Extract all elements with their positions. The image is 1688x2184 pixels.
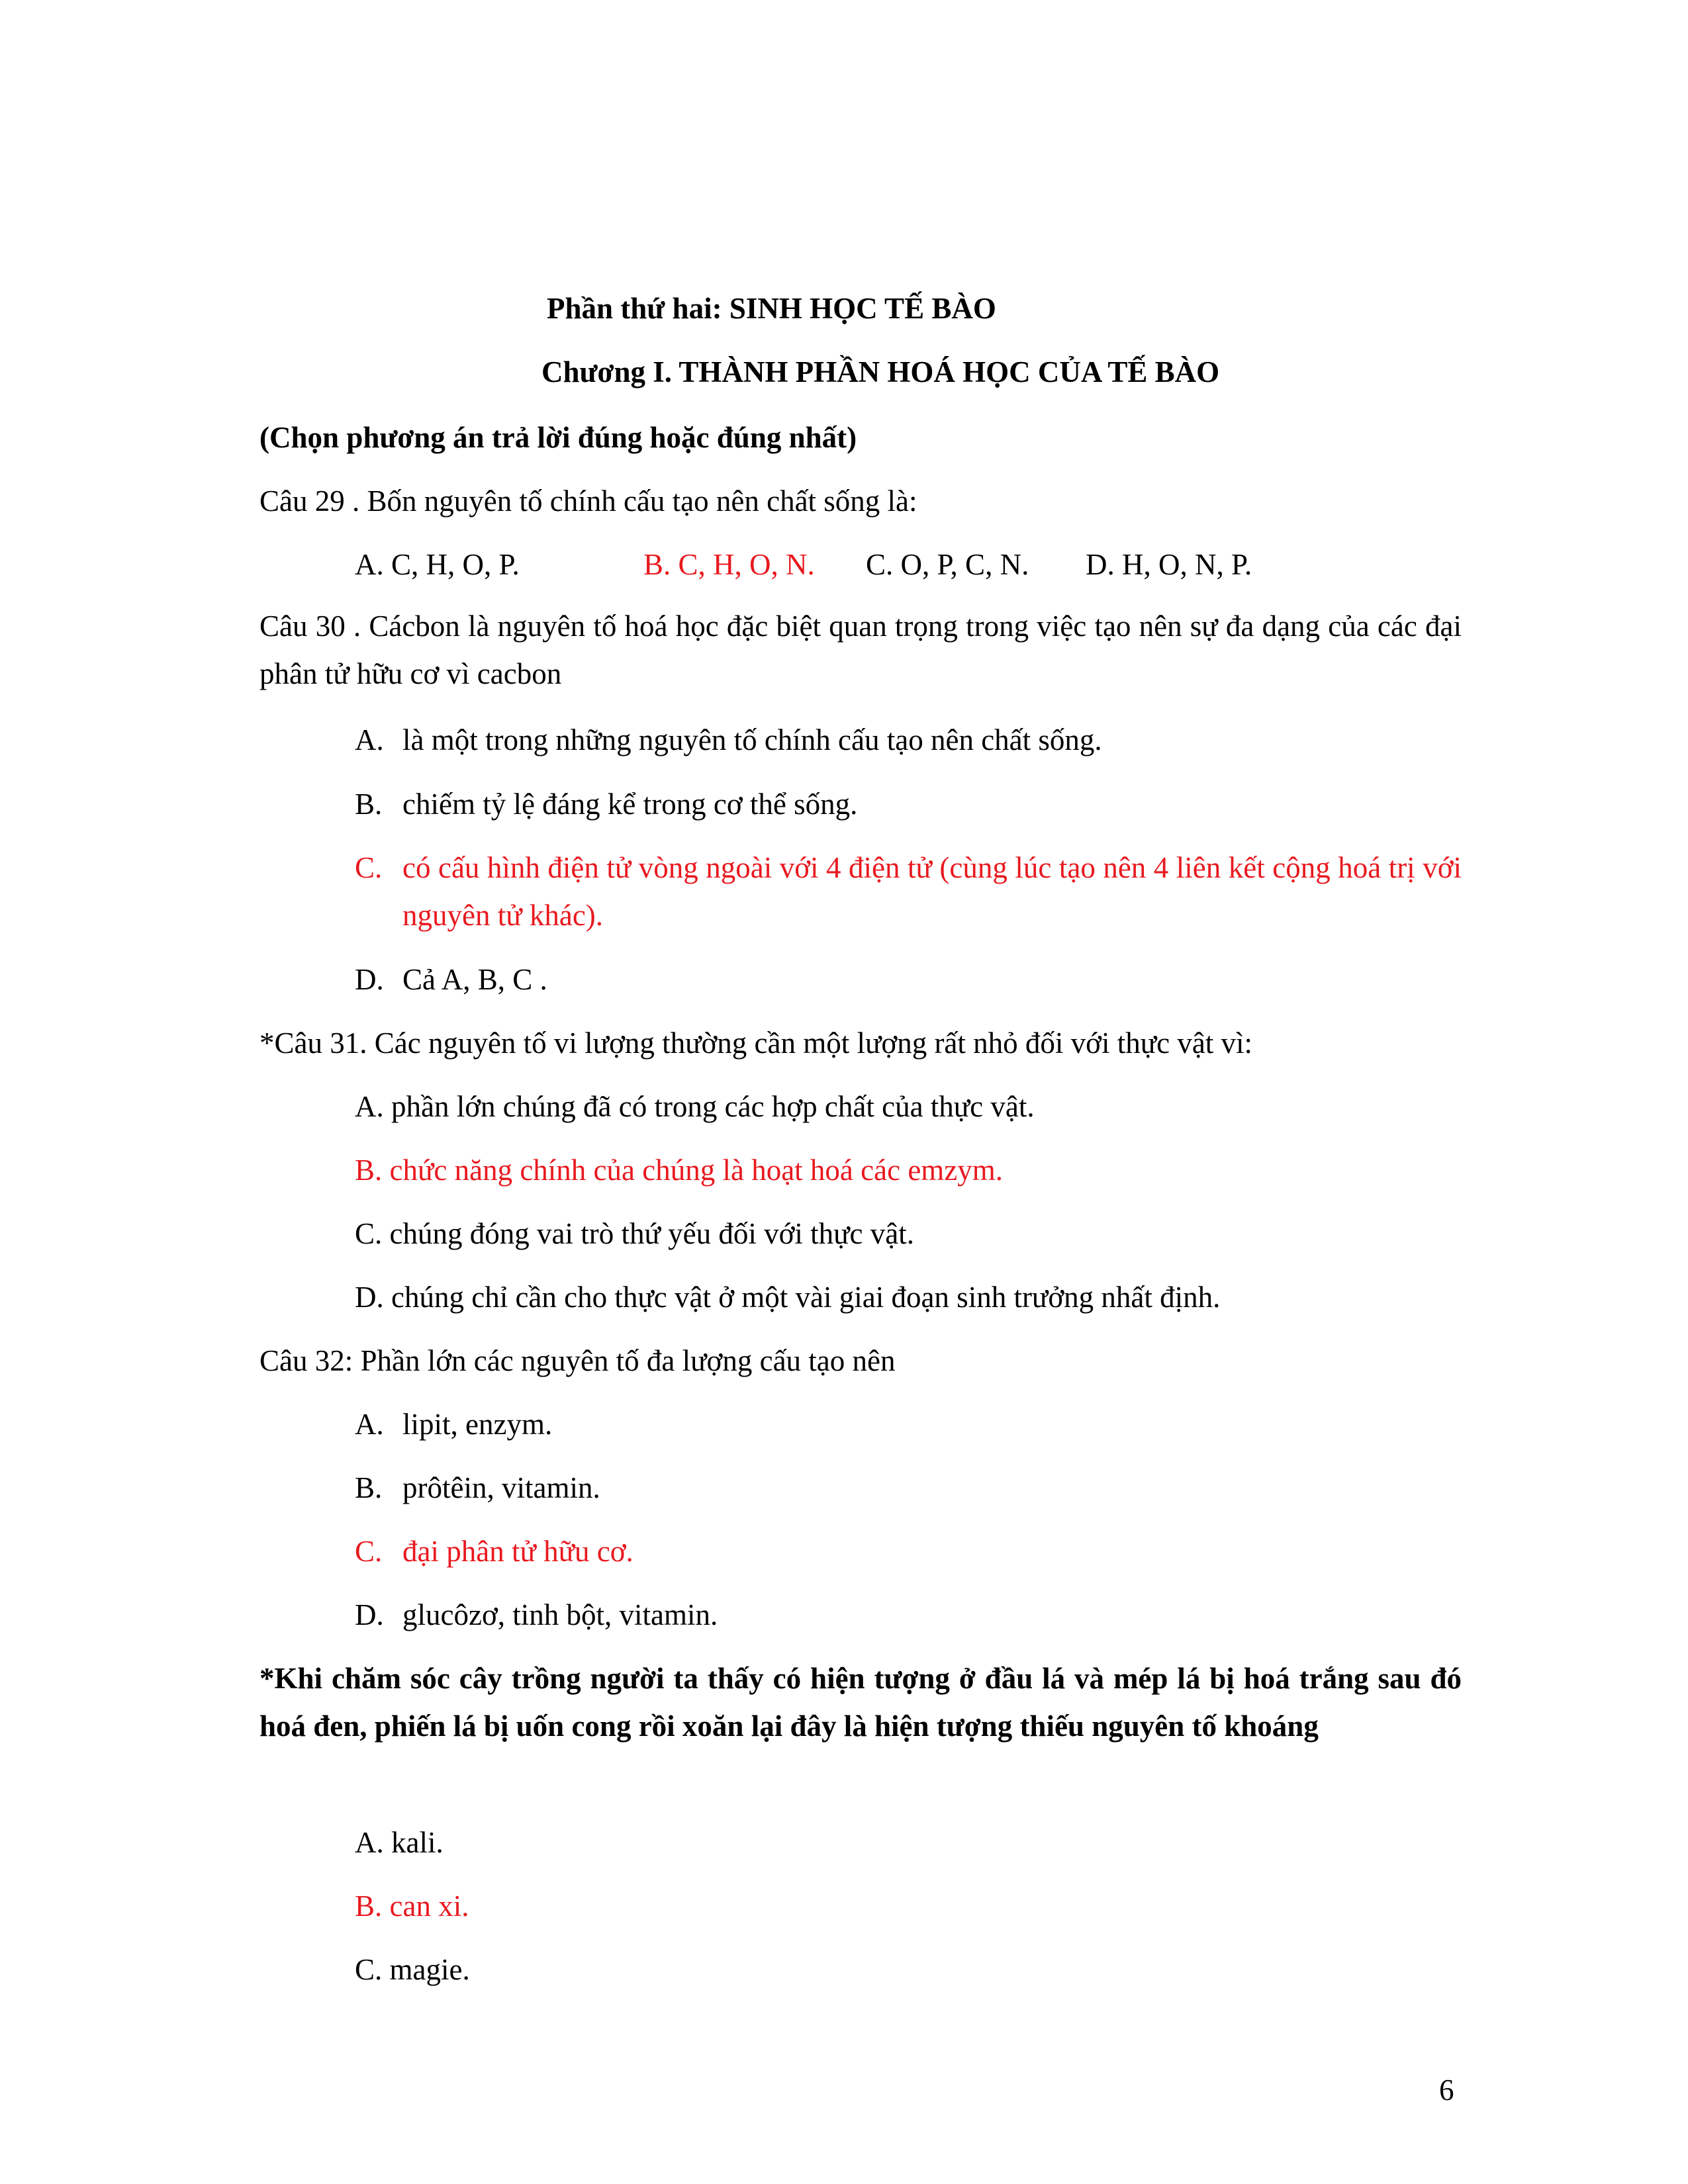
instruction: (Chọn phương án trả lời đúng hoặc đúng nhất) [259,421,857,454]
q29-option-a: A. C, H, O, P. [355,548,520,581]
part-title: Phần thứ hai: SINH HỌC TẾ BÀO [547,292,996,325]
q30-option-c-letter-answer: C. [355,851,383,884]
page-number: 6 [1439,2073,1454,2107]
chapter-title: Chương I. THÀNH PHẦN HOÁ HỌC CỦA TẾ BÀO [541,355,1220,388]
q31-option-a: A. phần lớn chúng đã có trong các hợp chất của thực vật. [355,1090,1035,1123]
q32-option-c-text-answer: đại phân tử hữu cơ. [402,1535,633,1568]
q33-option-b-answer: B. can xi. [355,1889,469,1923]
q32-option-d-text: glucôzơ, tinh bột, vitamin. [402,1598,718,1631]
q32-option-d-letter: D. [355,1598,384,1631]
q33-option-a: A. kali. [355,1826,444,1859]
question-32: Câu 32: Phần lớn các nguyên tố đa lượng cấu tạo nên [259,1344,896,1377]
q31-option-c: C. chúng đóng vai trò thứ yếu đối với thực vật. [355,1217,914,1250]
q30-option-d-letter: D. [355,963,384,996]
question-29: Câu 29 . Bốn nguyên tố chính cấu tạo nên chất sống là: [259,484,917,518]
q32-option-c-letter-answer: C. [355,1535,383,1568]
q30-option-a-letter: A. [355,723,384,756]
q31-option-d: D. chúng chỉ cần cho thực vật ở một vài giai đoạn sinh trưởng nhất định. [355,1281,1221,1314]
q30-option-a-text: là một trong những nguyên tố chính cấu tạo nên chất sống. [402,723,1102,756]
q29-option-c: C. O, P, C, N. [866,548,1029,581]
q30-option-c-text-answer: có cấu hình điện tử vòng ngoài với 4 điện tử (cùng lúc tạo nên 4 liên kết cộng hoá trị với nguyên tử khác). [402,851,1462,932]
q30-option-b-text: chiếm tỷ lệ đáng kể trong cơ thể sống. [402,788,858,821]
q33-option-c: C. magie. [355,1953,470,1986]
question-31: *Câu 31. Các nguyên tố vi lượng thường cần một lượng rất nhỏ đối với thực vật vì: [259,1026,1253,1060]
question-33: *Khi chăm sóc cây trồng người ta thấy có hiện tượng ở đầu lá và mép lá bị hoá trắng sau đó hoá đen, phiến lá bị uốn cong rồi xoăn lại đây là hiện tượng thiếu nguyên tố khoáng [259,1662,1462,1743]
q32-option-a-text: lipit, enzym. [402,1408,553,1441]
q30-option-d-text: Cả A, B, C . [402,963,547,996]
q29-option-d: D. H, O, N, P. [1086,548,1252,581]
q32-option-b-text: prôtêin, vitamin. [402,1471,600,1504]
q31-option-b-answer: B. chức năng chính của chúng là hoạt hoá các emzym. [355,1154,1004,1187]
q32-option-b-letter: B. [355,1471,383,1504]
q32-option-a-letter: A. [355,1408,384,1441]
q30-option-b-letter: B. [355,788,383,821]
question-30: Câu 30 . Cácbon là nguyên tố hoá học đặc biệt quan trọng trong việc tạo nên sự đa dạng của các đại phân tử hữu cơ vì cacbon [259,610,1462,690]
q29-option-b-answer: B. C, H, O, N. [643,548,815,581]
